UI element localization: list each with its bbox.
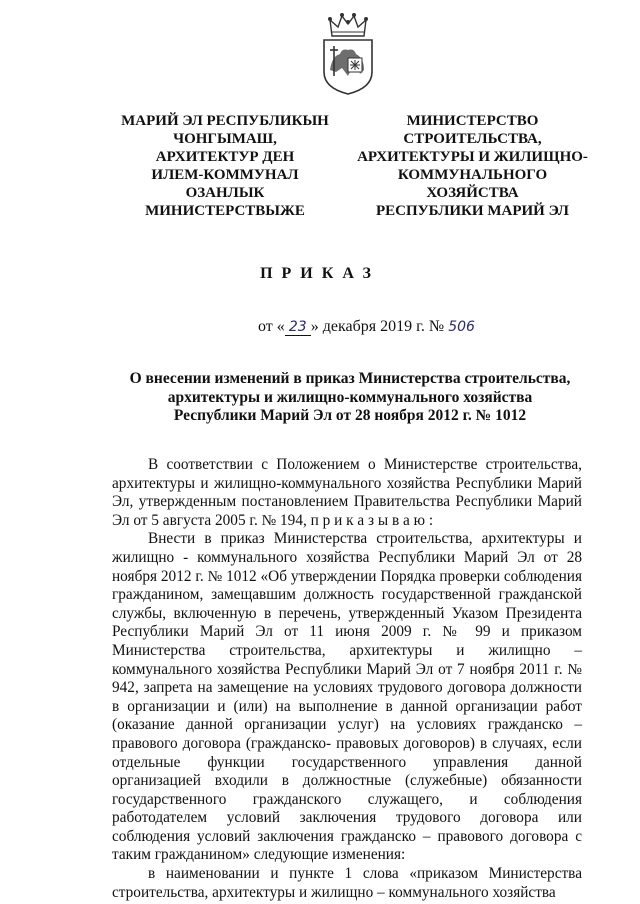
letterhead-line: РЕСПУБЛИКИ МАРИЙ ЭЛ	[375, 203, 569, 219]
letterhead-line: СТРОИТЕЛЬСТВА,	[403, 131, 542, 147]
letterhead-line: МАРИЙ ЭЛ РЕСПУБЛИКЫН	[121, 113, 329, 129]
order-subject	[100, 370, 600, 426]
order-date-line	[258, 318, 475, 336]
body-paragraph: Внести в приказ Министерства строительства, архитектуры и жилищно - коммунального хозяйства Республики Марий Эл от 28 ноября 2012 г. № 1012 «Об утверждении Порядка проверки соблюдения гражданином, замещавшим должность государственной гражданской службы, включенную в перечень, утвержденный Указом Президента Республики Марий Эл от 11 июня 2009 г. № 99 и приказом Министерства строительства, архитектуры и жилищно – коммунального хозяйства Республики Марий Эл от 7 ноября 2011 г. № 942, запрета на замещение на условиях трудового договора должности в организации и (или) на выполнение в данной организации работ (оказание данной организации услуг) на условиях гражданско – правового договора (гражданско- правовых договоров) в случаях, если отдельные функции государственного управления данной организацией входили в должностные (служебные) обязанности государственного гражданского служащего, и соблюдения работодателем условий заключения трудового договора или соблюдения условий заключения гражданско – правового договора с таким гражданином» следующие изменения:	[112, 530, 582, 864]
letterhead-line: КОММУНАЛЬНОГО	[397, 167, 548, 183]
subject-line: О внесении изменений в приказ Министерства строительства,	[129, 370, 571, 387]
letterhead-russian	[345, 112, 600, 220]
subject-line: архитектуры и жилищно-коммунального хозяйства	[167, 388, 533, 406]
letterhead-line: АРХИТЕКТУРЫ И ЖИЛИЩНО-	[357, 149, 588, 165]
body-paragraph: В соответствии с Положением о Министерстве строительства, архитектуры и жилищно-коммунального хозяйства Республики Марий Эл, утвержденным постановлением Правительства Республики Марий Эл от 5 августа 2005 г. № 194, п р и к а з ы в а ю :	[112, 456, 582, 529]
date-middle: » декабря 2019 г. №	[310, 318, 445, 335]
date-day-handwritten: 23	[285, 319, 311, 336]
letterhead-line: ЧОНГЫМАШ,	[173, 131, 277, 147]
letterhead-line: ХОЗЯЙСТВА	[426, 185, 519, 201]
letterhead-line: АРХИТЕКТУР ДЕН	[155, 149, 295, 165]
subject-line: Республики Марий Эл от 28 ноября 2012 г. № 1012	[173, 407, 527, 424]
document-title: ПРИКАЗ	[260, 265, 380, 282]
letterhead-line: МИНИСТЕРСТВЫЖЕ	[145, 203, 305, 219]
letterhead-line: ИЛЕМ-КОММУНАЛ	[151, 167, 299, 183]
body-paragraph: в наименовании и пункте 1 слова «приказом Министерства строительства, архитектуры и жилищно – коммунального хозяйства	[112, 865, 582, 901]
coat-of-arms-icon	[318, 10, 378, 96]
letterhead-line: МИНИСТЕРСТВО	[406, 113, 539, 129]
letterhead-line: ОЗАНЛЫК	[185, 185, 265, 201]
letterhead-mari	[100, 112, 350, 220]
date-prefix: от «	[258, 318, 285, 335]
order-number-handwritten: 506	[448, 319, 475, 335]
letterhead	[0, 112, 640, 222]
document-body	[112, 456, 582, 902]
